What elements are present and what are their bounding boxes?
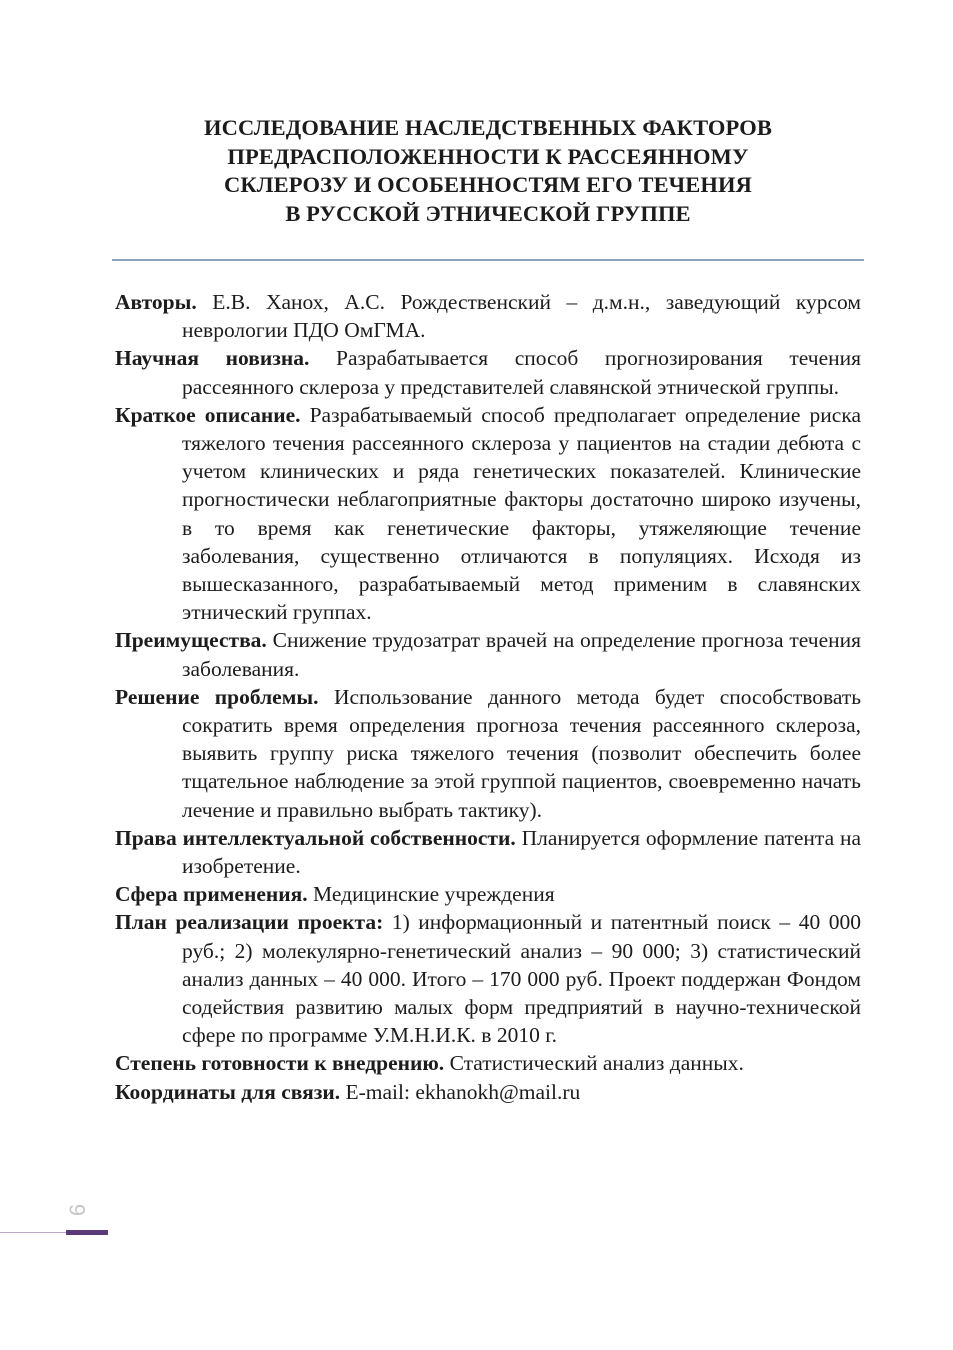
- section-authors: [115, 288, 861, 344]
- section-novelty: [115, 344, 861, 400]
- section-label: Координаты для связи.: [115, 1079, 341, 1104]
- title-line-2: ПРЕДРАСПОЛОЖЕННОСТИ К РАССЕЯННОМУ: [227, 143, 749, 169]
- footer-accent-bar: [0, 1230, 108, 1235]
- footer-accent-thin: [0, 1232, 66, 1233]
- footer-accent-thick: [66, 1230, 108, 1235]
- page-number: 6: [65, 1203, 91, 1217]
- section-text: Использование данного метода будет способствовать сократить время определения прогноза течения рассеянного склероза, выявить группу риска тяжелого течения (позволит обеспечить более тщательное наблюдение за этой группой пациентов, своевременно начать лечение и правильно выбрать тактику).: [182, 684, 862, 822]
- section-label: Преимущества.: [115, 628, 267, 653]
- section-readiness: [115, 1049, 861, 1077]
- section-label: Права интеллектуальной собственности.: [115, 825, 516, 850]
- section-text: Разрабатывается способ прогнозирования течения рассеянного склероза у представителей славянской этнической группы.: [182, 346, 862, 399]
- section-label: Краткое описание.: [115, 402, 301, 427]
- section-application-area: [115, 880, 861, 908]
- section-label: Степень готовности к внедрению.: [115, 1051, 445, 1076]
- section-text: Разрабатываемый способ предполагает определение риска тяжелого течения рассеянного склероза у пациентов на стадии дебюта с учетом клинических и ряда генетических показателей. Клинические прогностически неблагоприятные факторы достаточно широко изучены, в то время как генетические факторы, утяжеляющие течение заболевания, существенно отличаются в популяциях. Исходя из вышесказанного, разрабатываемый метод применим в славянских этнический группах.: [182, 402, 861, 625]
- section-advantages: [115, 626, 861, 682]
- section-text: 1) информационный и патентный поиск – 40 000 руб.; 2) молекулярно-генетический анализ – 90 000; 3) статистический анализ данных – 40 000. Итого – 170 000 руб. Проект поддержан Фондом содействия развитию малых форм предприятий в научно-технической сфере по программе У.М.Н.И.К. в 2010 г.: [182, 910, 862, 1048]
- document-body: [115, 288, 861, 1106]
- section-label: План реализации проекта:: [115, 910, 384, 935]
- section-text: Планируется оформление патента на изобретение.: [182, 825, 862, 879]
- page-title: [112, 114, 864, 228]
- section-text: Медицинские учреждения: [313, 882, 555, 907]
- section-problem-solution: [115, 683, 861, 824]
- section-label: Авторы.: [115, 290, 197, 314]
- section-label: Научная новизна.: [115, 346, 310, 371]
- section-text: E-mail: ekhanokh@mail.ru: [345, 1079, 581, 1104]
- title-divider: [112, 259, 864, 261]
- section-text: Е.В. Ханох, А.С. Рождественский – д.м.н., заведующий курсом неврологии ПДО ОмГМА.: [182, 290, 861, 343]
- section-description: [115, 401, 861, 627]
- section-contacts: [115, 1078, 861, 1106]
- title-line-4: В РУССКОЙ ЭТНИЧЕСКОЙ ГРУППЕ: [285, 200, 691, 226]
- section-ip-rights: [115, 824, 861, 880]
- title-line-1: ИССЛЕДОВАНИЕ НАСЛЕДСТВЕННЫХ ФАКТОРОВ: [204, 115, 772, 140]
- section-label: Решение проблемы.: [115, 684, 319, 709]
- section-text: Статистический анализ данных.: [449, 1051, 744, 1076]
- section-implementation-plan: [115, 908, 861, 1049]
- section-text: Снижение трудозатрат врачей на определение прогноза течения заболевания.: [182, 628, 862, 681]
- section-label: Сфера применения.: [115, 882, 308, 907]
- title-line-3: СКЛЕРОЗУ И ОСОБЕННОСТЯМ ЕГО ТЕЧЕНИЯ: [224, 172, 752, 198]
